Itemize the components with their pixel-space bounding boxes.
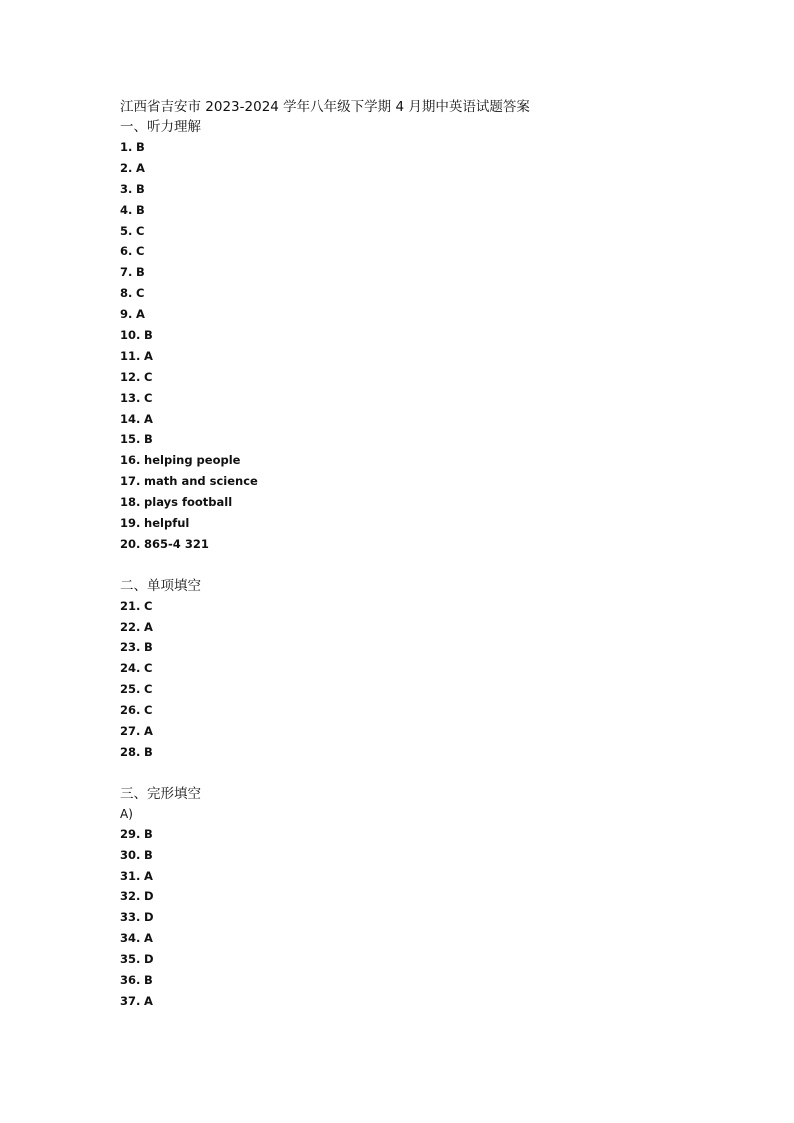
document-page	[120, 97, 740, 1012]
question-number: 30.	[120, 847, 141, 862]
question-number: 11.	[120, 348, 141, 363]
answer-section	[120, 576, 740, 763]
answer-value: C	[144, 369, 153, 384]
question-number: 17.	[120, 474, 141, 489]
question-number: 32.	[120, 889, 141, 904]
question-number: 1.	[120, 140, 133, 154]
question-number: 28.	[120, 744, 141, 759]
answer-value: B	[136, 140, 145, 154]
question-number: 13.	[120, 390, 141, 405]
answer-value: 865-4 321	[144, 536, 209, 551]
answer-item	[120, 241, 740, 262]
answer-value: A	[144, 619, 153, 634]
answer-value: helping people	[144, 453, 241, 468]
answer-item	[120, 658, 740, 679]
answer-value: C	[144, 390, 153, 405]
answer-item	[120, 409, 740, 430]
answer-item	[120, 325, 740, 346]
section-heading: 三、完形填空	[120, 785, 201, 802]
answer-value: C	[144, 703, 153, 718]
answer-value: D	[144, 952, 154, 967]
answer-item	[120, 471, 740, 492]
question-number: 16.	[120, 453, 141, 468]
answer-item	[120, 179, 740, 200]
answer-item	[120, 721, 740, 742]
answer-value: B	[136, 265, 145, 280]
answer-item	[120, 304, 740, 325]
answer-value: B	[136, 202, 145, 217]
question-number: 31.	[120, 868, 141, 883]
question-number: 25.	[120, 682, 141, 697]
answer-item	[120, 866, 740, 887]
answer-value: plays football	[144, 495, 233, 510]
question-number: 33.	[120, 910, 141, 925]
answer-value: A	[136, 307, 145, 322]
question-number: 6.	[120, 244, 133, 259]
answer-value: C	[144, 661, 153, 676]
answer-item	[120, 824, 740, 845]
answer-item	[120, 158, 740, 179]
answer-item	[120, 450, 740, 471]
question-number: 10.	[120, 328, 141, 343]
answer-value: B	[144, 972, 153, 987]
question-number: 14.	[120, 411, 141, 426]
question-number: 2.	[120, 160, 133, 175]
answer-item	[120, 367, 740, 388]
answer-item	[120, 886, 740, 907]
question-number: 8.	[120, 286, 133, 301]
answer-item	[120, 200, 740, 221]
section-spacer	[120, 555, 740, 576]
question-number: 20.	[120, 536, 141, 551]
question-number: 27.	[120, 724, 141, 739]
answer-item	[120, 221, 740, 242]
answer-value: B	[136, 181, 145, 196]
answer-value: C	[144, 598, 153, 613]
answer-value: B	[144, 328, 153, 343]
question-number: 36.	[120, 972, 141, 987]
question-number: 22.	[120, 619, 141, 634]
answer-sections	[120, 117, 740, 1012]
answer-value: B	[144, 847, 153, 862]
answer-value: A	[144, 348, 153, 363]
answer-value: helpful	[144, 516, 190, 531]
answer-item	[120, 262, 740, 283]
answer-item	[120, 283, 740, 304]
answer-value: B	[144, 432, 153, 447]
section-spacer	[120, 763, 740, 784]
answer-value: B	[144, 826, 153, 841]
answer-value: C	[136, 223, 145, 238]
answer-item	[120, 742, 740, 763]
question-number: 21.	[120, 598, 141, 613]
question-number: 3.	[120, 181, 133, 196]
answer-item	[120, 492, 740, 513]
question-number: 19.	[120, 516, 141, 531]
answer-value: A	[144, 724, 153, 739]
answer-item	[120, 137, 740, 158]
answer-item	[120, 429, 740, 450]
answer-item	[120, 845, 740, 866]
answer-item	[120, 346, 740, 367]
answer-item	[120, 388, 740, 409]
answer-item	[120, 679, 740, 700]
answer-section	[120, 117, 740, 555]
answer-item	[120, 949, 740, 970]
answer-section	[120, 784, 740, 1012]
question-number: 24.	[120, 661, 141, 676]
answer-item	[120, 513, 740, 534]
question-number: 18.	[120, 495, 141, 510]
question-number: 15.	[120, 432, 141, 447]
answer-value: A	[144, 993, 153, 1008]
question-number: 4.	[120, 202, 133, 217]
question-number: 12.	[120, 369, 141, 384]
question-number: 29.	[120, 826, 141, 841]
answer-value: A	[144, 868, 153, 883]
answer-value: A	[136, 160, 145, 175]
answer-value: A	[144, 411, 153, 426]
document-title: 江西省吉安市 2023-2024 学年八年级下学期 4 月期中英语试题答案	[120, 99, 530, 115]
answer-item	[120, 637, 740, 658]
answer-value: math and science	[144, 474, 258, 489]
question-number: 37.	[120, 993, 141, 1008]
question-number: 35.	[120, 952, 141, 967]
question-number: 26.	[120, 703, 141, 718]
answer-value: B	[144, 744, 153, 759]
answer-value: C	[136, 244, 145, 259]
answer-value: B	[144, 640, 153, 655]
answer-item	[120, 928, 740, 949]
section-heading: 一、听力理解	[120, 119, 201, 135]
answer-value: D	[144, 889, 154, 904]
question-number: 7.	[120, 265, 133, 280]
answer-item	[120, 970, 740, 991]
answer-item	[120, 617, 740, 638]
section-subheading: A)	[120, 806, 133, 821]
answer-item	[120, 700, 740, 721]
question-number: 9.	[120, 307, 133, 322]
question-number: 23.	[120, 640, 141, 655]
answer-value: C	[136, 286, 145, 301]
answer-item	[120, 596, 740, 617]
question-number: 5.	[120, 223, 133, 238]
answer-item	[120, 907, 740, 928]
section-heading: 二、单项填空	[120, 577, 201, 594]
answer-value: A	[144, 931, 153, 946]
answer-item	[120, 991, 740, 1012]
answer-item	[120, 534, 740, 555]
answer-value: D	[144, 910, 154, 925]
question-number: 34.	[120, 931, 141, 946]
answer-value: C	[144, 682, 153, 697]
